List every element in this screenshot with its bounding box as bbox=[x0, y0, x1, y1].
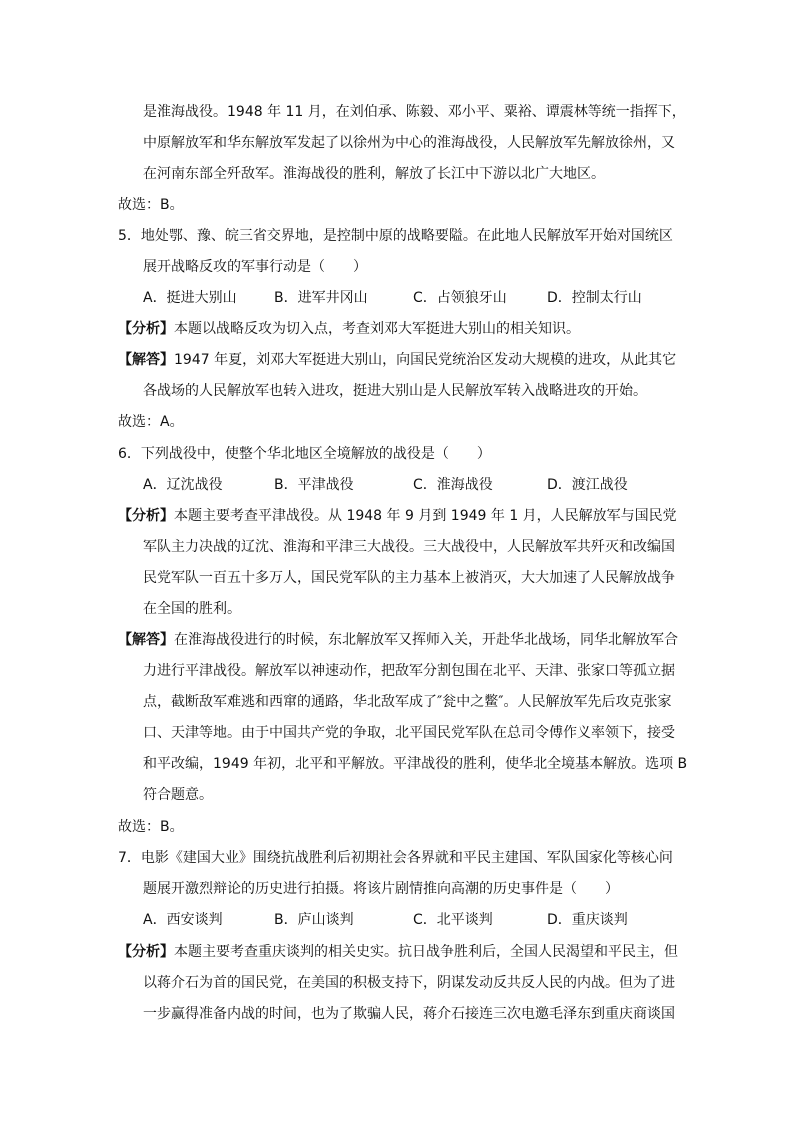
analysis-line: 以蒋介石为首的国民党，在美国的积极支持下，阴谋发动反共反人民的内战。但为了进 bbox=[143, 975, 675, 991]
option-a: A．挺进大别山 bbox=[143, 290, 237, 306]
question-7-stem: 7．电影《建国大业》围绕抗战胜利后初期社会各界就和平民主建国、军队国家化等核心问 bbox=[118, 850, 673, 866]
solution-line bbox=[118, 630, 678, 650]
solution-line: 点，截断敌军难逃和西窜的通路，华北敌军成了″瓮中之鳖″。人民解放军先后攻克张家 bbox=[143, 694, 672, 710]
analysis-line: 民党军队一百五十多万人，国民党军队的主力基本上被消灭，大大加速了人民解放战争 bbox=[143, 570, 675, 586]
solution-line: 和平改编，1949 年初，北平和平解放。平津战役的胜利，使华北全境基本解放。选项 B bbox=[143, 756, 688, 772]
answer-line: 故选：B。 bbox=[118, 819, 184, 835]
analysis-text: 本题主要考查重庆谈判的相关史实。抗日战争胜利后，全国人民渴望和平民主，但 bbox=[174, 944, 678, 960]
solution-line: 各战场的人民解放军也转入进攻，挺进大别山是人民解放军转入战略进攻的开始。 bbox=[143, 383, 647, 399]
analysis-line: 军队主力决战的辽沈、淮海和平津三大战役。三大战役中，人民解放军共歼灭和改编国 bbox=[143, 539, 675, 555]
option-d: D．控制太行山 bbox=[547, 290, 642, 306]
option-b: B．庐山谈判 bbox=[274, 912, 354, 928]
analysis-tag: 【分析】 bbox=[118, 321, 174, 337]
option-d: D．重庆谈判 bbox=[547, 912, 628, 928]
analysis-line: 在全国的胜利。 bbox=[143, 601, 241, 617]
analysis-line bbox=[118, 506, 677, 526]
text-line: 在河南东部全歼敌军。淮海战役的胜利，解放了长江中下游以北广大地区。 bbox=[143, 166, 605, 182]
question-7-stem: 题展开激烈辩论的历史进行拍摄。将该片剧情推向高潮的历史事件是（ ） bbox=[143, 881, 619, 897]
answer-line: 故选：A。 bbox=[118, 414, 184, 430]
analysis-line: 一步赢得准备内战的时间，也为了欺骗人民，蒋介石接连三次电邀毛泽东到重庆商谈国 bbox=[143, 1006, 675, 1022]
question-5-stem: 5．地处鄂、豫、皖三省交界地，是控制中原的战略要隘。在此地人民解放军开始对国统区 bbox=[118, 228, 673, 244]
option-c: C．北平谈判 bbox=[413, 912, 493, 928]
analysis-tag: 【分析】 bbox=[118, 508, 174, 524]
text-line: 是淮海战役。1948 年 11 月，在刘伯承、陈毅、邓小平、粟裕、谭震林等统一指挥下， bbox=[143, 104, 686, 120]
analysis-text: 本题以战略反攻为切入点，考查刘邓大军挺进大别山的相关知识。 bbox=[174, 321, 580, 337]
analysis-tag: 【分析】 bbox=[118, 944, 174, 960]
analysis-line bbox=[118, 942, 678, 962]
option-c: C．占领狼牙山 bbox=[413, 290, 507, 306]
option-b: B．进军井冈山 bbox=[274, 290, 368, 306]
analysis-text: 本题主要考查平津战役。从 1948 年 9 月到 1949 年 1 月，人民解放军与国民党 bbox=[174, 508, 677, 524]
option-d: D．渡江战役 bbox=[547, 477, 628, 493]
solution-text: 在淮海战役进行的时候，东北解放军又挥师入关，开赴华北战场，同华北解放军合 bbox=[174, 632, 678, 648]
solution-line bbox=[118, 350, 676, 370]
analysis-line bbox=[118, 319, 580, 339]
question-6-stem: 6．下列战役中，使整个华北地区全境解放的战役是（ ） bbox=[118, 446, 491, 462]
option-a: A．西安谈判 bbox=[143, 912, 223, 928]
solution-line: 符合题意。 bbox=[143, 787, 213, 803]
solution-tag: 【解答】 bbox=[118, 352, 174, 368]
solution-text: 1947 年夏，刘邓大军挺进大别山，向国民党统治区发动大规模的进攻，从此其它 bbox=[174, 352, 677, 368]
text-line: 中原解放军和华东解放军发起了以徐州为中心的淮海战役，人民解放军先解放徐州，又 bbox=[143, 135, 675, 151]
option-a: A．辽沈战役 bbox=[143, 477, 223, 493]
answer-line: 故选：B。 bbox=[118, 197, 184, 213]
solution-line: 口、天津等地。由于中国共产党的争取，北平国民党军队在总司令傅作义率领下，接受 bbox=[143, 725, 675, 741]
option-c: C．淮海战役 bbox=[413, 477, 493, 493]
option-b: B．平津战役 bbox=[274, 477, 354, 493]
question-5-stem: 展开战略反攻的军事行动是（ ） bbox=[143, 259, 367, 275]
solution-tag: 【解答】 bbox=[118, 632, 174, 648]
solution-line: 力进行平津战役。解放军以神速动作，把敌军分割包围在北平、天津、张家口等孤立据 bbox=[143, 663, 675, 679]
